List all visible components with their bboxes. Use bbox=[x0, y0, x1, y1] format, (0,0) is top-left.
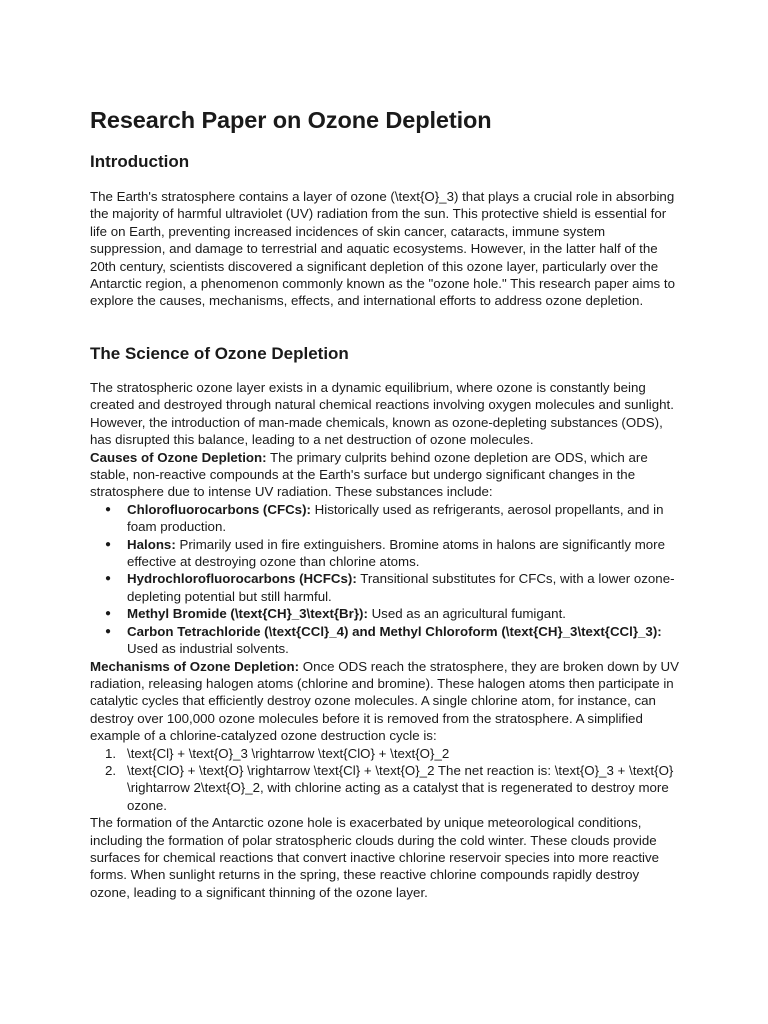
causes-label: Causes of Ozone Depletion: bbox=[90, 449, 267, 465]
causes-text: The primary culprits behind ozone depletion are ODS, which are stable, non-reactive compounds at the Earth's surface but undergo significant changes in the stratosphere due to intense UV radiation. These substances include: bbox=[90, 449, 648, 500]
causes-paragraph bbox=[90, 449, 682, 501]
substance-desc: Primarily used in fire extinguishers. Bromine atoms in halons are significantly more effective at destroying ozone than chlorine atoms. bbox=[127, 536, 665, 570]
step-number: 1. bbox=[105, 745, 117, 761]
antarctic-paragraph: The formation of the Antarctic ozone hole is exacerbated by unique meteorological conditions, including the formation of polar stratospheric clouds during the cold winter. These clouds provide surfaces for chemical reactions that convert inactive chlorine reservoir species into more reactive forms. When sunlight returns in the spring, these reactive chlorine compounds rapidly destroy ozone, leading to a significant thinning of the ozone layer. bbox=[90, 815, 660, 900]
substance-desc: Used as industrial solvents. bbox=[127, 641, 289, 657]
document-title: Research Paper on Ozone Depletion bbox=[90, 107, 492, 133]
introduction-paragraph: The Earth's stratosphere contains a layer of ozone (\text{O}_3) that plays a crucial role in absorbing the majority of harmful ultraviolet (UV) radiation from the sun. This protective shield is essential for life on Earth, preventing increased incidences of skin cancer, cataracts, immune system suppression, and damage to terrestrial and aquatic ecosystems. However, in the latter half of the 20th century, scientists discovered a significant depletion of this ozone layer, particularly over the Antarctic region, a phenomenon commonly known as the "ozone hole." This research paper aims to explore the causes, mechanisms, effects, and international efforts to address ozone depletion. bbox=[90, 189, 675, 309]
substance-desc: Transitional substitutes for CFCs, with a lower ozone-depleting potential but still harmful. bbox=[127, 571, 675, 604]
list-item bbox=[127, 501, 682, 536]
list-item bbox=[105, 762, 682, 814]
mechanisms-paragraph bbox=[90, 658, 682, 745]
list-item bbox=[127, 623, 682, 658]
substances-list bbox=[90, 501, 682, 658]
mechanisms-text: Once ODS reach the stratosphere, they are broken down by UV radiation, releasing halogen atoms (chlorine and bromine). These halogen atoms then participate in catalytic cycles that efficiently destroy ozone molecules. A single chlorine atom, for instance, can destroy over 100,000 ozone molecules before it is removed from the stratosphere. A simplified example of a chlorine-catalyzed ozone destruction cycle is: bbox=[90, 658, 679, 744]
substance-name: Chlorofluorocarbons (CFCs): bbox=[127, 501, 311, 517]
substance-desc: Historically used as refrigerants, aerosol propellants, and in foam production. bbox=[127, 501, 664, 535]
substance-name: Halons: bbox=[127, 536, 176, 552]
reaction-steps-list bbox=[90, 745, 682, 815]
science-paragraph: The stratospheric ozone layer exists in a dynamic equilibrium, where ozone is constantly being created and destroyed through natural chemical reactions involving oxygen molecules and sunlight. However, the introduction of man-made chemicals, known as ozone-depleting substances (ODS), has disrupted this balance, leading to a net destruction of ozone molecules. bbox=[90, 380, 674, 448]
substance-name: Hydrochlorofluorocarbons (HCFCs): bbox=[127, 571, 357, 587]
introduction-section bbox=[90, 188, 682, 310]
substance-desc: Used as an agricultural fumigant. bbox=[367, 606, 566, 622]
introduction-heading: Introduction bbox=[90, 152, 190, 171]
science-section bbox=[90, 379, 682, 901]
list-item bbox=[127, 605, 682, 622]
science-heading: The Science of Ozone Depletion bbox=[90, 344, 349, 363]
mechanisms-label: Mechanisms of Ozone Depletion: bbox=[90, 658, 300, 674]
list-item bbox=[127, 570, 682, 605]
step-text: \text{ClO} + \text{O} \rightarrow \text{Cl} + \text{O}_2 The net reaction is: \text{O}_3 + \text{O} \rightarrow 2\text{O}_2, with chlorine acting as a catalyst that is regenerated to destroy more ozone. bbox=[127, 762, 674, 813]
list-item bbox=[127, 536, 682, 571]
list-item bbox=[105, 745, 682, 762]
substance-name: Methyl Bromide (\text{CH}_3\text{Br}): bbox=[127, 606, 368, 622]
step-number: 2. bbox=[105, 762, 117, 778]
step-text: \text{Cl} + \text{O}_3 \rightarrow \text{ClO} + \text{O}_2 bbox=[127, 745, 450, 761]
substance-name: Carbon Tetrachloride (\text{CCl}_4) and Methyl Chloroform (\text{CH}_3\text{CCl}_3): bbox=[127, 623, 662, 639]
